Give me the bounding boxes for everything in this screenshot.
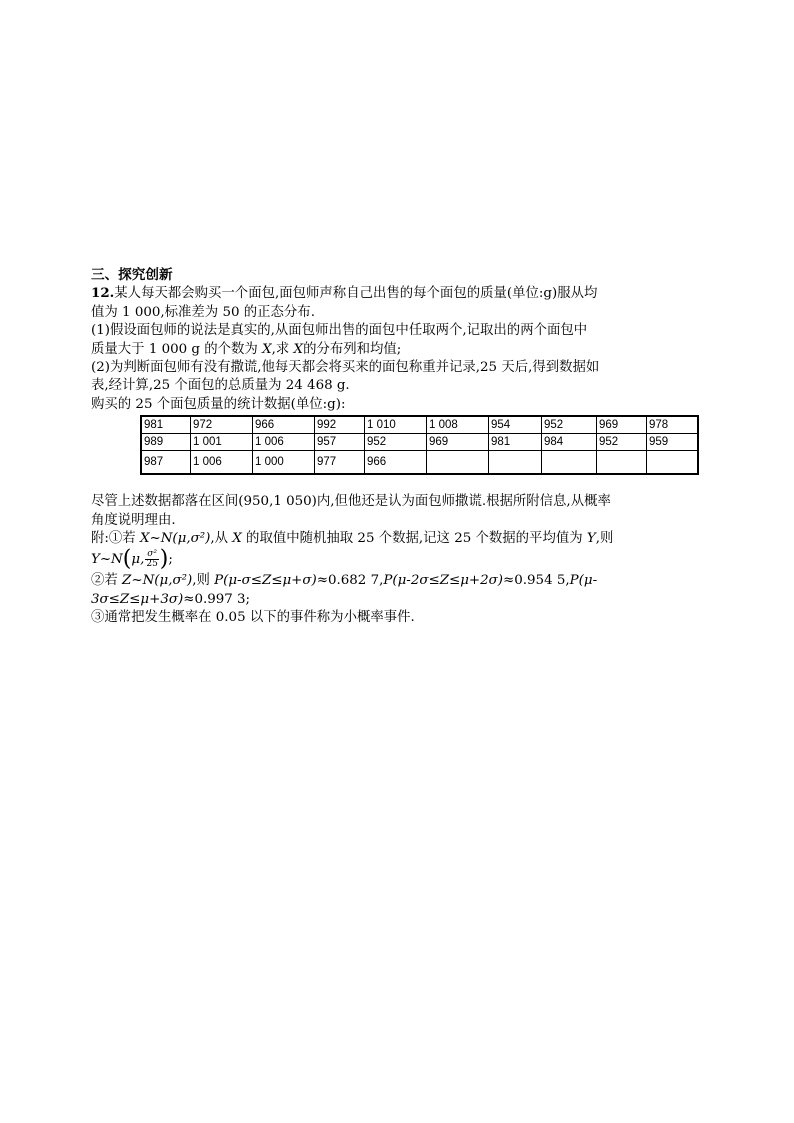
note2-z-dist: Z~N(μ,σ²) [122,573,193,589]
table-cell: 966 [365,451,427,475]
table-cell: 952 [365,434,427,451]
table-cell: 984 [542,434,597,451]
after-table-line-1: 尽管上述数据都落在区间(950,1 050)内,但他还是认为面包师撒谎.根据所附信息,从概率 [91,494,611,510]
table-cell: 972 [191,416,253,434]
fraction-denominator: 25 [146,559,158,570]
question-intro-line-1 [91,284,711,303]
question-intro-line-2: 值为 1 000,标准差为 50 的正态分布. [91,304,315,320]
table-cell: 987 [141,451,191,475]
note-2-line-1 [91,572,711,590]
table-cell: 992 [315,416,365,434]
table-cell: 977 [315,451,365,475]
note1-var-x: X [232,531,242,547]
table-cell: 1 006 [253,434,315,451]
var-x: X [262,341,272,357]
note2-prob-3a: P(μ- [569,573,598,589]
var-x-2: X [293,341,304,357]
bread-mass-table [140,415,699,475]
question-number: 12. [91,285,115,302]
right-paren: ) [159,546,169,572]
note1-mu: μ, [131,552,145,568]
part1-text-c: 的分布列和均值; [303,341,402,357]
part1-text-b: ,求 [271,341,294,357]
part1-line-2 [91,341,711,359]
table-cell [597,451,647,475]
note1-text-b: ,从 [210,531,233,547]
table-cell: 957 [315,434,365,451]
note2-text-b: ,则 [192,573,215,589]
note-1-line-2 [91,548,711,572]
table-cell: 989 [141,434,191,451]
table-cell: 959 [647,434,699,451]
left-paren: ( [122,546,132,572]
note-2-line-2 [91,591,711,609]
note-3: ③通常把发生概率在 0.05 以下的事件称为小概率事件. [91,610,415,626]
table-cell [542,451,597,475]
section-heading: 三、探究创新 [91,267,173,283]
note1-close: ; [168,552,173,568]
table-cell: 1 006 [191,451,253,475]
table-cell: 1 010 [365,416,427,434]
question-block [91,266,711,628]
note2-text-a: ②若 [91,573,123,589]
table-cell: 969 [597,416,647,434]
fraction-numerator: σ² [147,549,157,560]
note1-text-d: ,则 [595,531,614,547]
table-cell [647,451,699,475]
table-cell: 952 [542,416,597,434]
table-cell: 966 [253,416,315,434]
table-cell [427,451,489,475]
table-row [141,434,698,451]
note1-text-a: 附:①若 [91,531,140,547]
note2-prob-2: P(μ-2σ≤Z≤μ+2σ) [383,573,504,589]
after-table-line-2: 角度说明理由. [91,512,176,528]
table-caption: 购买的 25 个面包质量的统计数据(单位:g): [91,396,346,412]
table-cell: 978 [647,416,699,434]
part1-text-a: 质量大于 1 000 g 的个数为 [91,341,263,357]
intro-text-1: 某人每天都会购买一个面包,面包师声称自己出售的每个面包的质量(单位:g)服从均 [114,286,598,302]
table-row [141,416,698,434]
note1-var-y: Y [586,531,596,547]
table-cell: 1 008 [427,416,489,434]
table-cell: 969 [427,434,489,451]
table-cell: 952 [597,434,647,451]
note2-prob-1: P(μ-σ≤Z≤μ+σ) [214,573,317,589]
sigma-sq-over-25-fraction [145,550,158,569]
table-cell: 954 [489,416,542,434]
note2-prob-3b: 3σ≤Z≤μ+3σ) [91,591,184,607]
note2-value-2: ≈0.954 5, [503,573,570,589]
note-1-line-1 [91,530,711,548]
table-cell [489,451,542,475]
part2-line-1: (2)为判断面包师有没有撒谎,他每天都会将买来的面包称重并记录,25 天后,得到数据如 [91,360,600,376]
note1-y-dist: Y~N [91,552,123,568]
part1-line-1: (1)假设面包师的说法是真实的,从面包师出售的面包中任取两个,记取出的两个面包中 [91,323,588,339]
note2-value-1: ≈0.682 7, [316,573,384,589]
table-cell: 1 001 [191,434,253,451]
table-row [141,451,698,475]
note1-text-c: 的取值中随机抽取 25 个数据,记这 25 个数据的平均值为 [241,531,587,547]
note1-dist: X~N(μ,σ²) [139,531,211,547]
table-cell: 981 [141,416,191,434]
part2-line-2: 表,经计算,25 个面包的总质量为 24 468 g. [91,378,350,394]
note2-value-3: ≈0.997 3; [183,591,251,607]
table-cell: 981 [489,434,542,451]
table-cell: 1 000 [253,451,315,475]
